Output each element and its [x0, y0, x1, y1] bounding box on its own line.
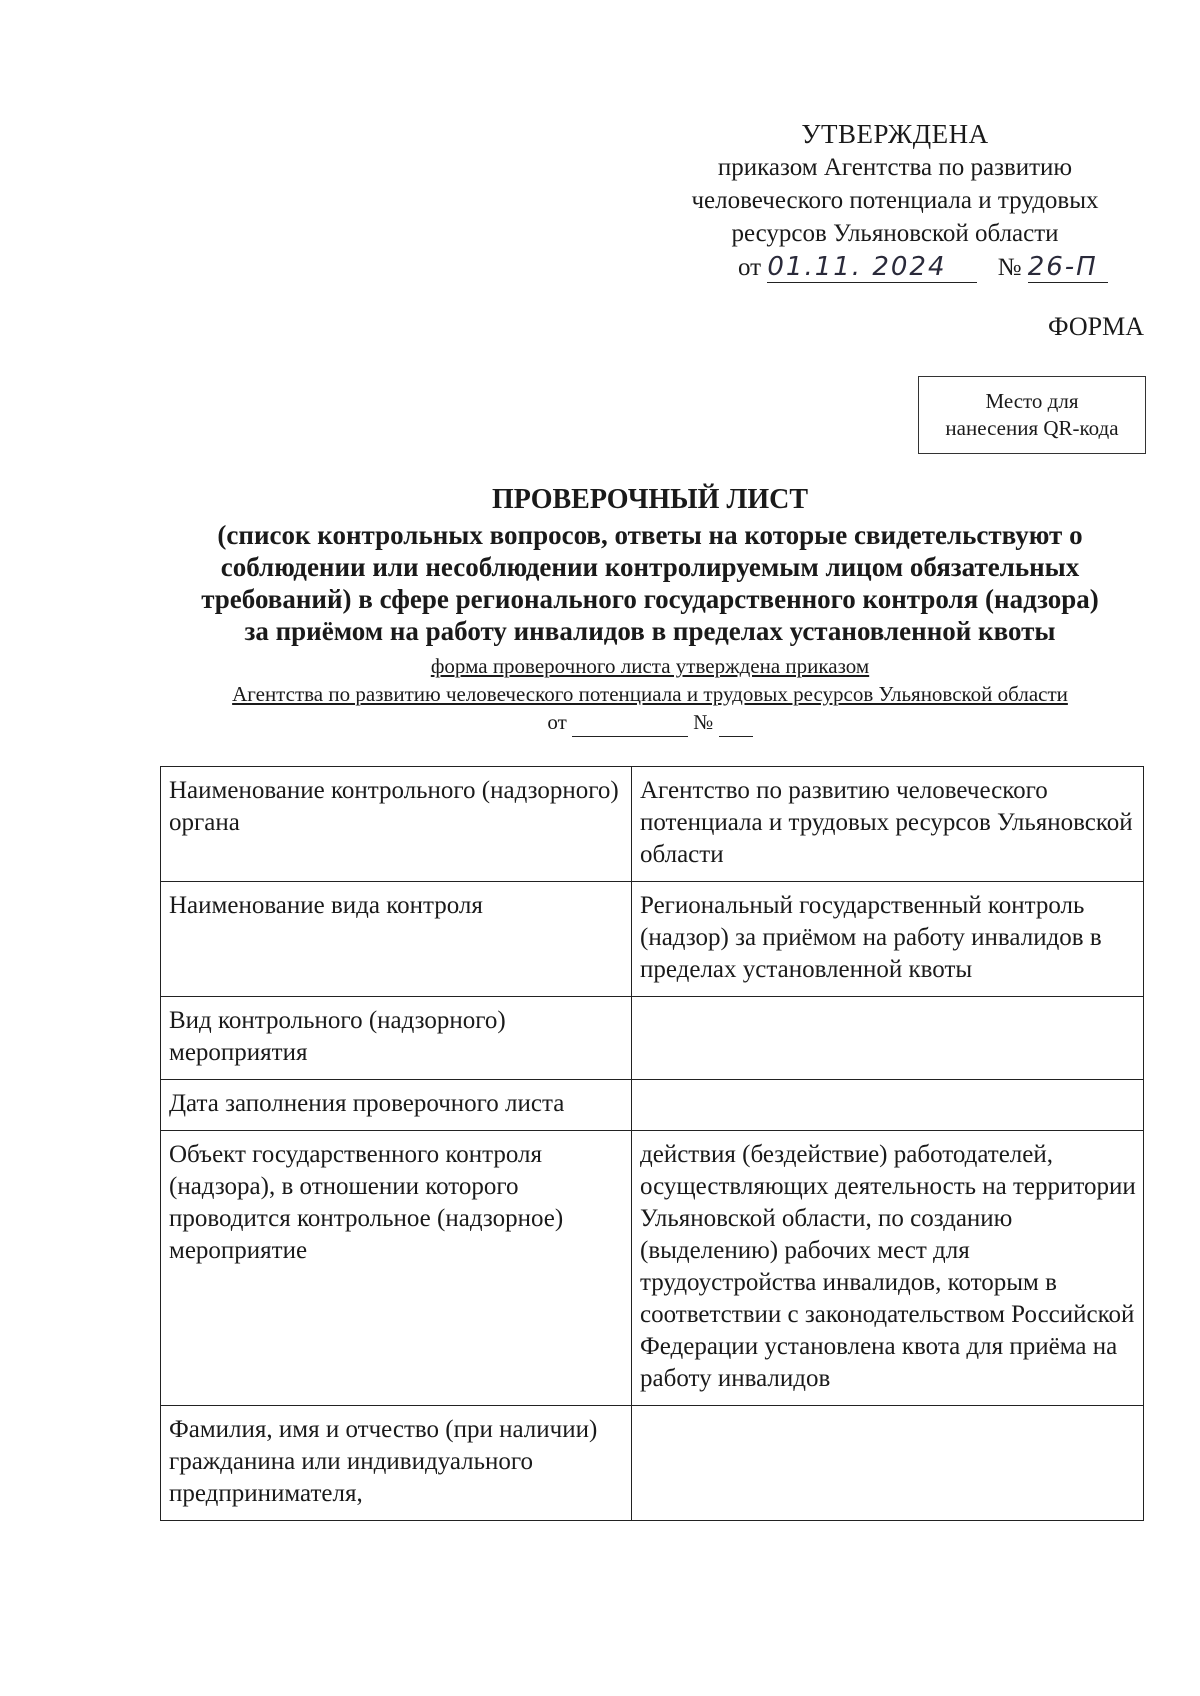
row-label: Дата заполнения проверочного листа	[161, 1080, 632, 1131]
row-label: Наименование вида контроля	[161, 882, 632, 997]
row-label: Наименование контрольного (надзорного) органа	[161, 767, 632, 882]
row-label: Объект государственного контроля (надзора), в отношении которого проводится контрольное (надзорное) мероприятие	[161, 1131, 632, 1406]
row-label: Фамилия, имя и отчество (при наличии) гражданина или индивидуального предпринимателя,	[161, 1406, 632, 1521]
qr-placeholder-line-2: нанесения QR-кода	[945, 416, 1119, 440]
row-value	[632, 1406, 1144, 1521]
row-value	[632, 1080, 1144, 1131]
form-approval-note	[150, 652, 1150, 737]
info-table	[160, 766, 1144, 1521]
table-row	[161, 882, 1144, 997]
title-subline-2: соблюдении или несоблюдении контролируемым лицом обязательных	[220, 552, 1080, 582]
approved-title: УТВЕРЖДЕНА	[801, 119, 989, 149]
table-row	[161, 1406, 1144, 1521]
table-row	[161, 1131, 1144, 1406]
approval-date-value: 01.11. 2024	[767, 252, 947, 282]
approval-note-number-blank	[719, 708, 753, 737]
title-subline-3: требований) в сфере регионального государственного контроля (надзора)	[201, 584, 1099, 614]
title-subline-4: за приёмом на работу инвалидов в пределах установленной квоты	[244, 616, 1056, 646]
row-value	[632, 997, 1144, 1080]
approval-line-3: ресурсов Ульяновской области	[731, 220, 1059, 247]
approval-note-number-prefix: №	[693, 710, 714, 734]
row-value: Агентство по развитию человеческого потенциала и трудовых ресурсов Ульяновской области	[632, 767, 1144, 882]
main-title: ПРОВЕРОЧНЫЙ ЛИСТ	[491, 484, 808, 515]
approval-date-field	[767, 252, 977, 283]
approval-block	[640, 118, 1150, 250]
approval-note-date-line	[150, 708, 1150, 737]
qr-placeholder-line-1: Место для	[985, 389, 1079, 413]
approval-number-field	[1028, 252, 1108, 283]
row-value: Региональный государственный контроль (надзор) за приёмом на работу инвалидов в пределах установленной квоты	[632, 882, 1144, 997]
approval-note-date-prefix: от	[547, 710, 567, 734]
document-title	[150, 484, 1150, 647]
table-row	[161, 767, 1144, 882]
row-value: действия (бездействие) работодателей, осуществляющих деятельность на территории Ульяновской области, по созданию (выделению) рабочих мест для трудоустройства инвалидов, которым в соответствии с законодательством Российской Федерации установлена квота для приёма на работу инвалидов	[632, 1131, 1144, 1406]
approval-line-2: человеческого потенциала и трудовых	[691, 187, 1099, 214]
form-label: ФОРМА	[1048, 312, 1144, 341]
row-label: Вид контрольного (надзорного) мероприятия	[161, 997, 632, 1080]
approval-number-value: 26-П	[1027, 252, 1098, 282]
approval-note-date-blank	[572, 708, 688, 737]
title-subline-1: (список контрольных вопросов, ответы на которые свидетельствуют о	[217, 520, 1083, 550]
approval-number-prefix: №	[997, 254, 1022, 281]
table-row	[161, 1080, 1144, 1131]
approval-note-line-1: форма проверочного листа утверждена приказом	[430, 654, 870, 678]
table-row	[161, 997, 1144, 1080]
qr-code-placeholder	[918, 376, 1146, 454]
approval-date-prefix: от	[738, 254, 762, 281]
approval-date-line	[738, 252, 1108, 283]
approval-line-1: приказом Агентства по развитию	[717, 154, 1073, 181]
approval-note-line-2: Агентства по развитию человеческого потенциала и трудовых ресурсов Ульяновской области	[232, 682, 1068, 706]
